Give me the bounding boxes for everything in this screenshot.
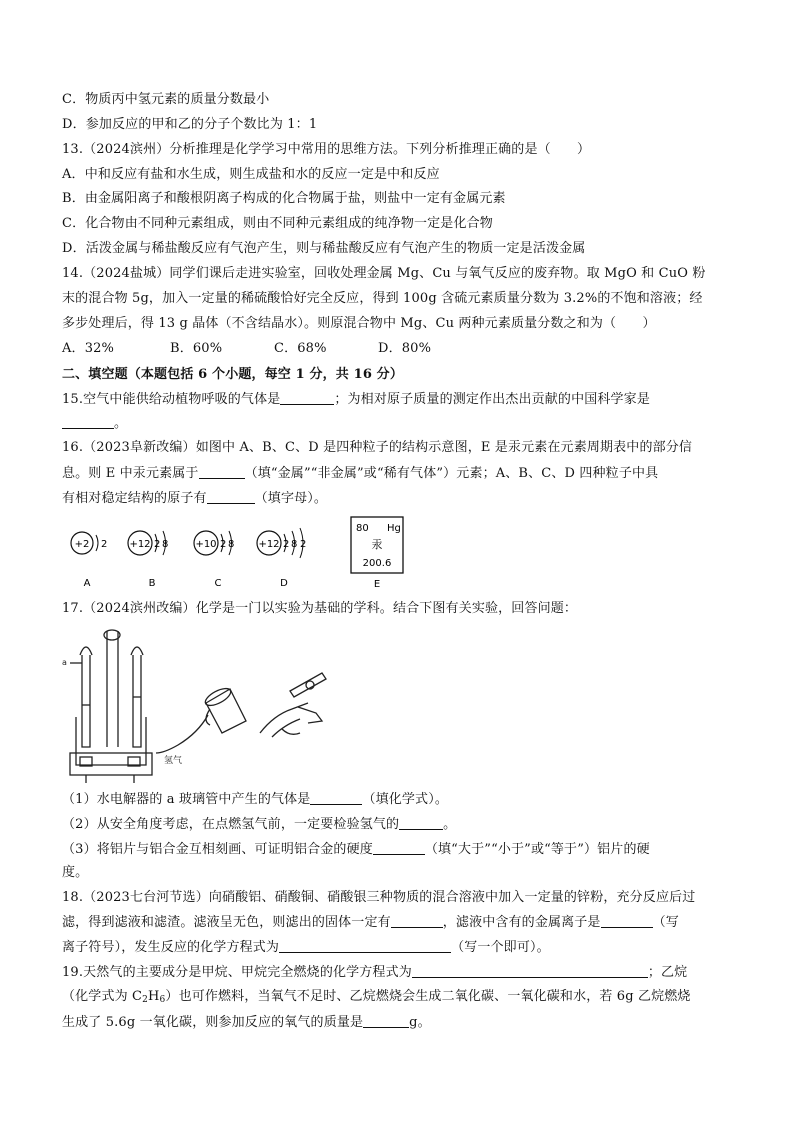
- answer-blank[interactable]: [280, 390, 334, 405]
- answer-blank[interactable]: [373, 840, 425, 855]
- answer-blank[interactable]: [207, 489, 255, 504]
- q18-line3: 离子符号），发生反应的化学方程式为 （写一个即可）。: [62, 940, 550, 955]
- svg-text:200.6: 200.6: [362, 558, 392, 569]
- q19-line3: 生成了 5.6g 一氧化碳，则参加反应的氧气的质量是 g。: [62, 1015, 431, 1030]
- answer-blank[interactable]: [279, 938, 451, 953]
- answer-blank[interactable]: [62, 414, 114, 429]
- q17-part3-cont: 度。: [62, 865, 89, 880]
- q18-line2: 滤，得到滤液和滤渣。滤液呈无色，则滤出的固体一定有 ，滤液中含有的金属离子是 （写: [62, 915, 679, 930]
- section-2-heading: 二、填空题（本题包括 6 个小题，每空 1 分，共 16 分）: [62, 367, 403, 382]
- svg-text:8: 8: [291, 539, 298, 550]
- svg-text:80: 80: [356, 523, 369, 534]
- q17-part3: （3）将铝片与铝合金互相刻画、可证明铝合金的硬度 （填“大于”“小于”或“等于”）铝片的硬: [62, 842, 650, 857]
- svg-text:2: 2: [154, 539, 161, 550]
- scratch-test-hands: [260, 673, 326, 737]
- q13-option-c: C．化合物由不同种元素组成，则由不同种元素组成的纯净物一定是化合物: [62, 216, 493, 231]
- hydrogen-purity-test: [156, 685, 246, 766]
- q13-option-d: D．活泼金属与稀盐酸反应有气泡产生，则与稀盐酸反应有气泡产生的物质一定是活泼金属: [62, 241, 586, 256]
- q14-option-d: D．80%: [378, 341, 432, 356]
- q18-line1: 18.（2023七台河节选）向硝酸铝、硝酸铜、硝酸银三种物质的混合溶液中加入一定量的锌粉，充分反应后过: [62, 890, 696, 905]
- experiment-figure: [60, 625, 340, 785]
- answer-blank[interactable]: [399, 815, 443, 830]
- q12-option-c: C．物质丙中氢元素的质量分数最小: [62, 92, 270, 107]
- particle-a: [71, 532, 107, 589]
- svg-text:2: 2: [283, 539, 290, 550]
- q19-line2: （化学式为 $C_2H_6$）也可作燃料，当氧气不足时、乙烷燃烧会生成二氧化碳、一氧化碳和水，若 6g 乙烷燃烧: [62, 989, 691, 1005]
- svg-text:2: 2: [101, 539, 108, 550]
- answer-blank[interactable]: [199, 464, 245, 479]
- answer-blank[interactable]: [363, 1013, 409, 1028]
- answer-blank[interactable]: [391, 913, 443, 928]
- svg-text:8: 8: [228, 539, 235, 550]
- svg-text:D: D: [280, 578, 288, 589]
- svg-text:氢气: 氢气: [164, 756, 183, 766]
- q16-line2: 息。则 E 中汞元素属于 （填“金属”“非金属”或“稀有气体”）元素；A、B、C、D 四种粒子中具: [62, 466, 659, 481]
- q14-options: [62, 340, 431, 358]
- q14-stem-line2: 末的混合物 5g，加入一定量的稀硫酸恰好完全反应，得到 100g 含硫元素质量分数为 3.2%的不饱和溶液；经: [62, 291, 703, 306]
- element-card-mercury: [351, 517, 403, 590]
- svg-text:2: 2: [300, 539, 307, 550]
- q15-line2: 。: [62, 414, 127, 433]
- svg-text:B: B: [148, 578, 156, 589]
- q13-stem: 13.（2024滨州）分析推理是化学学习中常用的思维方法。下列分析推理正确的是（ ）: [62, 142, 591, 157]
- svg-text:Hg: Hg: [387, 523, 401, 534]
- particle-d: [257, 528, 306, 589]
- q14-option-b: B．60%: [170, 341, 223, 356]
- q16-line1: 16.（2023阜新改编）如图中 A、B、C、D 是四种粒子的结构示意图，E 是汞元素在元素周期表中的部分信: [62, 440, 693, 455]
- q17-part1: （1）水电解器的 a 玻璃管中产生的气体是 （填化学式）。: [62, 792, 448, 807]
- svg-text:+12: +12: [129, 539, 151, 550]
- answer-blank[interactable]: [412, 963, 648, 978]
- q14-option-c: C．68%: [274, 341, 327, 356]
- svg-text:C: C: [214, 578, 222, 589]
- q19-line1: 19.天然气的主要成分是甲烷、甲烷完全燃烧的化学方程式为 ；乙烷: [62, 965, 688, 980]
- q17-stem: 17.（2024滨州改编）化学是一门以实验为基础的学科。结合下图有关实验，回答问题：: [62, 601, 578, 616]
- q14-stem-line1: 14.（2024盐城）同学们课后走进实验室，回收处理金属 Mg、Cu 与氧气反应的废弃物。取 MgO 和 CuO 粉: [62, 266, 706, 281]
- particle-c: [194, 531, 234, 589]
- q17-part2: （2）从安全角度考虑，在点燃氢气前，一定要检验氢气的 。: [62, 817, 457, 832]
- particle-diagrams: [60, 515, 420, 597]
- svg-text:a: a: [62, 658, 67, 667]
- svg-text:+12: +12: [258, 539, 280, 550]
- particle-b: [128, 531, 168, 589]
- q14-option-a: A．32%: [62, 341, 115, 356]
- q12-option-d: D．参加反应的甲和乙的分子个数比为 1：1: [62, 117, 318, 132]
- svg-text:+10: +10: [195, 539, 217, 550]
- q15-line1: 15.空气中能供给动植物呼吸的气体是 ；为相对原子质量的测定作出杰出贡献的中国科学家是: [62, 392, 650, 407]
- answer-blank[interactable]: [310, 790, 362, 805]
- q13-option-b: B．由金属阳离子和酸根阴离子构成的化合物属于盐，则盐中一定有金属元素: [62, 191, 506, 206]
- q16-line3: 有相对稳定结构的原子有 （填字母）。: [62, 491, 328, 506]
- svg-text:2: 2: [220, 539, 227, 550]
- svg-text:汞: 汞: [371, 538, 383, 551]
- svg-text:+2: +2: [74, 539, 90, 550]
- q13-option-a: A．中和反应有盐和水生成，则生成盐和水的反应一定是中和反应: [62, 167, 440, 182]
- svg-text:A: A: [83, 578, 91, 589]
- q14-stem-line3: 多步处理后，得 13 g 晶体（不含结晶水）。则原混合物中 Mg、Cu 两种元素质量分数之和为（ ）: [62, 316, 656, 331]
- answer-blank[interactable]: [601, 913, 653, 928]
- svg-text:8: 8: [162, 539, 169, 550]
- water-electrolyzer: [62, 630, 152, 783]
- svg-text:E: E: [373, 579, 381, 590]
